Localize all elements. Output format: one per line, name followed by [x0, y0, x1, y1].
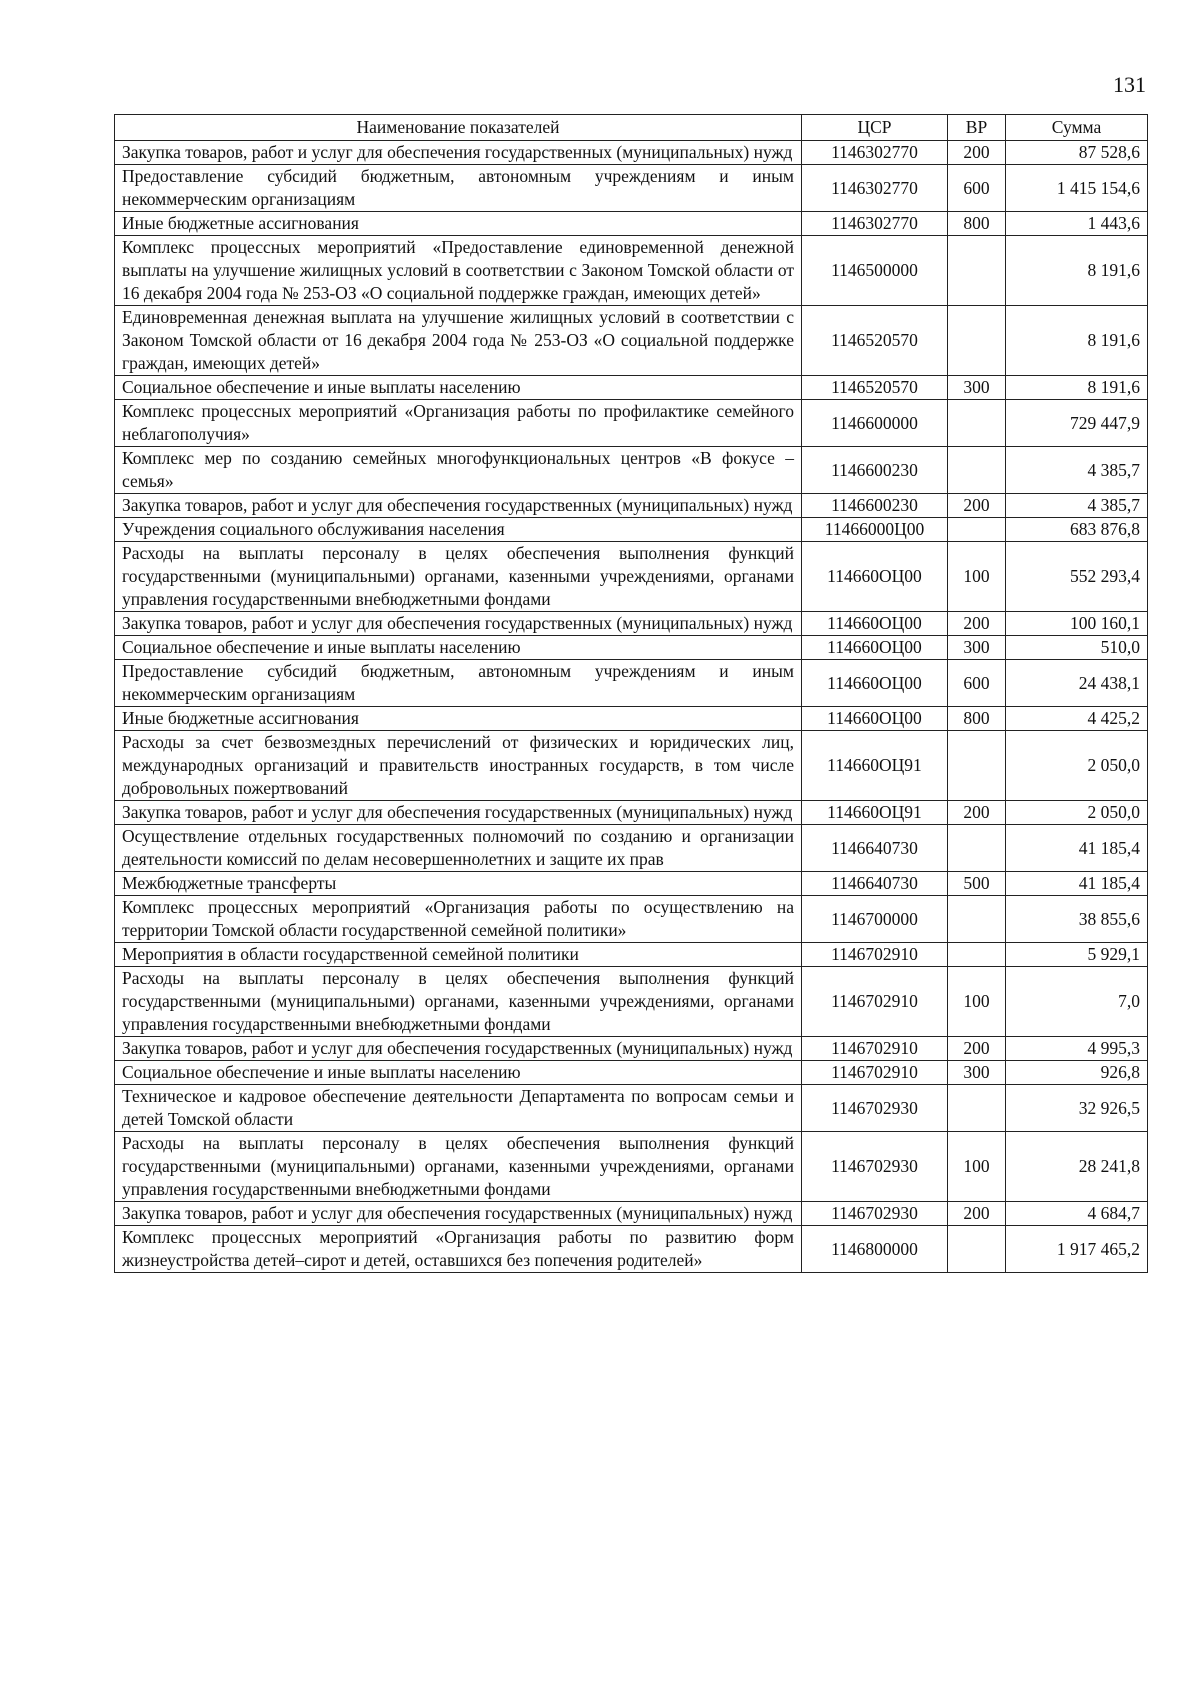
row-csr: 1146302770: [802, 165, 948, 212]
row-vr: 800: [948, 707, 1006, 731]
row-csr: 1146640730: [802, 825, 948, 872]
row-vr: 200: [948, 1037, 1006, 1061]
row-sum: 1 443,6: [1006, 212, 1148, 236]
row-name: Социальное обеспечение и иные выплаты населению: [115, 1061, 802, 1085]
row-name: Закупка товаров, работ и услуг для обеспечения государственных (муниципальных) нужд: [115, 141, 802, 165]
table-row: [115, 943, 1148, 967]
row-vr: 200: [948, 494, 1006, 518]
row-sum: 2 050,0: [1006, 731, 1148, 801]
header-name: Наименование показателей: [115, 115, 802, 141]
row-sum: 28 241,8: [1006, 1132, 1148, 1202]
row-csr: 1146600230: [802, 494, 948, 518]
row-name: Комплекс процессных мероприятий «Организация работы по профилактике семейного неблагополучия»: [115, 400, 802, 447]
row-name: Расходы на выплаты персоналу в целях обеспечения выполнения функций государственными (муниципальными) органами, казенными учреждениями, органами управления государственными внебюджетными фондами: [115, 1132, 802, 1202]
row-name: Закупка товаров, работ и услуг для обеспечения государственных (муниципальных) нужд: [115, 612, 802, 636]
row-sum: 683 876,8: [1006, 518, 1148, 542]
table-row: [115, 542, 1148, 612]
row-name: Иные бюджетные ассигнования: [115, 212, 802, 236]
row-csr: 11466000Ц00: [802, 518, 948, 542]
row-vr: 300: [948, 636, 1006, 660]
row-name: Учреждения социального обслуживания населения: [115, 518, 802, 542]
table-row: [115, 636, 1148, 660]
row-vr: 500: [948, 872, 1006, 896]
row-vr: [948, 306, 1006, 376]
row-sum: 8 191,6: [1006, 376, 1148, 400]
row-vr: [948, 447, 1006, 494]
row-sum: 32 926,5: [1006, 1085, 1148, 1132]
row-vr: 600: [948, 165, 1006, 212]
row-sum: 4 385,7: [1006, 494, 1148, 518]
table-row: [115, 707, 1148, 731]
table-row: [115, 212, 1148, 236]
row-name: Межбюджетные трансферты: [115, 872, 802, 896]
row-csr: 1146700000: [802, 896, 948, 943]
row-name: Закупка товаров, работ и услуг для обеспечения государственных (муниципальных) нужд: [115, 1202, 802, 1226]
row-sum: 100 160,1: [1006, 612, 1148, 636]
row-csr: 114660ОЦ00: [802, 542, 948, 612]
table-row: [115, 376, 1148, 400]
row-csr: 1146702910: [802, 967, 948, 1037]
row-vr: 200: [948, 612, 1006, 636]
row-name: Расходы на выплаты персоналу в целях обеспечения выполнения функций государственными (муниципальными) органами, казенными учреждениями, органами управления государственными внебюджетными фондами: [115, 967, 802, 1037]
row-sum: 729 447,9: [1006, 400, 1148, 447]
row-csr: 1146520570: [802, 306, 948, 376]
row-sum: 8 191,6: [1006, 236, 1148, 306]
row-name: Техническое и кадровое обеспечение деятельности Департамента по вопросам семьи и детей Томской области: [115, 1085, 802, 1132]
row-sum: 4 995,3: [1006, 1037, 1148, 1061]
row-csr: 1146302770: [802, 141, 948, 165]
table-row: [115, 896, 1148, 943]
row-sum: 1 415 154,6: [1006, 165, 1148, 212]
table-row: [115, 612, 1148, 636]
row-name: Закупка товаров, работ и услуг для обеспечения государственных (муниципальных) нужд: [115, 801, 802, 825]
table-row: [115, 165, 1148, 212]
table-row: [115, 1226, 1148, 1273]
table-row: [115, 518, 1148, 542]
row-vr: 800: [948, 212, 1006, 236]
row-name: Комплекс процессных мероприятий «Организация работы по осуществлению на территории Томской области государственной семейной политики»: [115, 896, 802, 943]
row-vr: 100: [948, 1132, 1006, 1202]
row-sum: 38 855,6: [1006, 896, 1148, 943]
row-sum: 41 185,4: [1006, 825, 1148, 872]
row-csr: 1146702930: [802, 1132, 948, 1202]
row-name: Осуществление отдельных государственных полномочий по созданию и организации деятельности комиссий по делам несовершеннолетних и защите их прав: [115, 825, 802, 872]
row-csr: 114660ОЦ00: [802, 612, 948, 636]
row-csr: 1146600230: [802, 447, 948, 494]
row-csr: 1146600000: [802, 400, 948, 447]
row-csr: 114660ОЦ91: [802, 731, 948, 801]
row-sum: 5 929,1: [1006, 943, 1148, 967]
budget-table: [114, 114, 1148, 1273]
row-name: Комплекс мер по созданию семейных многофункциональных центров «В фокусе – семья»: [115, 447, 802, 494]
row-sum: 7,0: [1006, 967, 1148, 1037]
row-vr: [948, 896, 1006, 943]
table-row: [115, 801, 1148, 825]
row-csr: 1146702910: [802, 1037, 948, 1061]
table-row: [115, 660, 1148, 707]
row-name: Единовременная денежная выплата на улучшение жилищных условий в соответствии с Законом Томской области от 16 декабря 2004 года № 253-ОЗ «О социальной поддержке граждан, имеющих детей»: [115, 306, 802, 376]
table-row: [115, 494, 1148, 518]
row-csr: 1146500000: [802, 236, 948, 306]
row-sum: 4 425,2: [1006, 707, 1148, 731]
table-row: [115, 400, 1148, 447]
row-name: Предоставление субсидий бюджетным, автономным учреждениям и иным некоммерческим организациям: [115, 660, 802, 707]
row-name: Расходы на выплаты персоналу в целях обеспечения выполнения функций государственными (муниципальными) органами, казенными учреждениями, органами управления государственными внебюджетными фондами: [115, 542, 802, 612]
row-csr: 114660ОЦ00: [802, 707, 948, 731]
row-sum: 2 050,0: [1006, 801, 1148, 825]
table-row: [115, 1202, 1148, 1226]
table-row: [115, 825, 1148, 872]
row-sum: 4 385,7: [1006, 447, 1148, 494]
page-number: 131: [1113, 72, 1146, 97]
row-name: Закупка товаров, работ и услуг для обеспечения государственных (муниципальных) нужд: [115, 1037, 802, 1061]
row-sum: 1 917 465,2: [1006, 1226, 1148, 1273]
row-csr: 1146702910: [802, 943, 948, 967]
table-row: [115, 447, 1148, 494]
row-vr: [948, 825, 1006, 872]
row-csr: 114660ОЦ00: [802, 636, 948, 660]
row-name: Комплекс процессных мероприятий «Организация работы по развитию форм жизнеустройства детей–сирот и детей, оставшихся без попечения родителей»: [115, 1226, 802, 1273]
table-row: [115, 1085, 1148, 1132]
row-name: Предоставление субсидий бюджетным, автономным учреждениям и иным некоммерческим организациям: [115, 165, 802, 212]
table-row: [115, 1061, 1148, 1085]
row-csr: 1146302770: [802, 212, 948, 236]
row-csr: 1146800000: [802, 1226, 948, 1273]
row-name: Закупка товаров, работ и услуг для обеспечения государственных (муниципальных) нужд: [115, 494, 802, 518]
row-csr: 114660ОЦ00: [802, 660, 948, 707]
row-name: Социальное обеспечение и иные выплаты населению: [115, 376, 802, 400]
row-name: Комплекс процессных мероприятий «Предоставление единовременной денежной выплаты на улучшение жилищных условий в соответствии с Законом Томской области от 16 декабря 2004 года № 253-ОЗ «О социальной поддержке граждан, имеющих детей»: [115, 236, 802, 306]
row-vr: [948, 1085, 1006, 1132]
row-sum: 926,8: [1006, 1061, 1148, 1085]
row-vr: [948, 518, 1006, 542]
table-row: [115, 1132, 1148, 1202]
row-sum: 552 293,4: [1006, 542, 1148, 612]
row-name: Мероприятия в области государственной семейной политики: [115, 943, 802, 967]
row-csr: 1146702910: [802, 1061, 948, 1085]
row-vr: [948, 943, 1006, 967]
row-csr: 1146640730: [802, 872, 948, 896]
table-row: [115, 1037, 1148, 1061]
row-vr: [948, 236, 1006, 306]
row-sum: 8 191,6: [1006, 306, 1148, 376]
row-name: Расходы за счет безвозмездных перечислений от физических и юридических лиц, международных организаций и правительств иностранных государств, в том числе добровольных пожертвований: [115, 731, 802, 801]
row-sum: 87 528,6: [1006, 141, 1148, 165]
row-vr: 600: [948, 660, 1006, 707]
row-vr: 300: [948, 1061, 1006, 1085]
row-name: Социальное обеспечение и иные выплаты населению: [115, 636, 802, 660]
row-vr: 100: [948, 542, 1006, 612]
row-csr: 1146702930: [802, 1085, 948, 1132]
table-row: [115, 236, 1148, 306]
row-vr: 200: [948, 1202, 1006, 1226]
header-csr: ЦСР: [802, 115, 948, 141]
row-csr: 1146520570: [802, 376, 948, 400]
row-vr: 200: [948, 801, 1006, 825]
row-vr: [948, 400, 1006, 447]
row-csr: 114660ОЦ91: [802, 801, 948, 825]
row-sum: 24 438,1: [1006, 660, 1148, 707]
row-sum: 510,0: [1006, 636, 1148, 660]
table-row: [115, 731, 1148, 801]
row-vr: 100: [948, 967, 1006, 1037]
header-sum: Сумма: [1006, 115, 1148, 141]
row-sum: 41 185,4: [1006, 872, 1148, 896]
row-vr: [948, 731, 1006, 801]
table-header-row: [115, 115, 1148, 141]
table-row: [115, 306, 1148, 376]
row-vr: [948, 1226, 1006, 1273]
row-sum: 4 684,7: [1006, 1202, 1148, 1226]
row-vr: 300: [948, 376, 1006, 400]
table-row: [115, 141, 1148, 165]
table-row: [115, 967, 1148, 1037]
row-name: Иные бюджетные ассигнования: [115, 707, 802, 731]
row-csr: 1146702930: [802, 1202, 948, 1226]
table-row: [115, 872, 1148, 896]
row-vr: 200: [948, 141, 1006, 165]
header-vr: ВР: [948, 115, 1006, 141]
